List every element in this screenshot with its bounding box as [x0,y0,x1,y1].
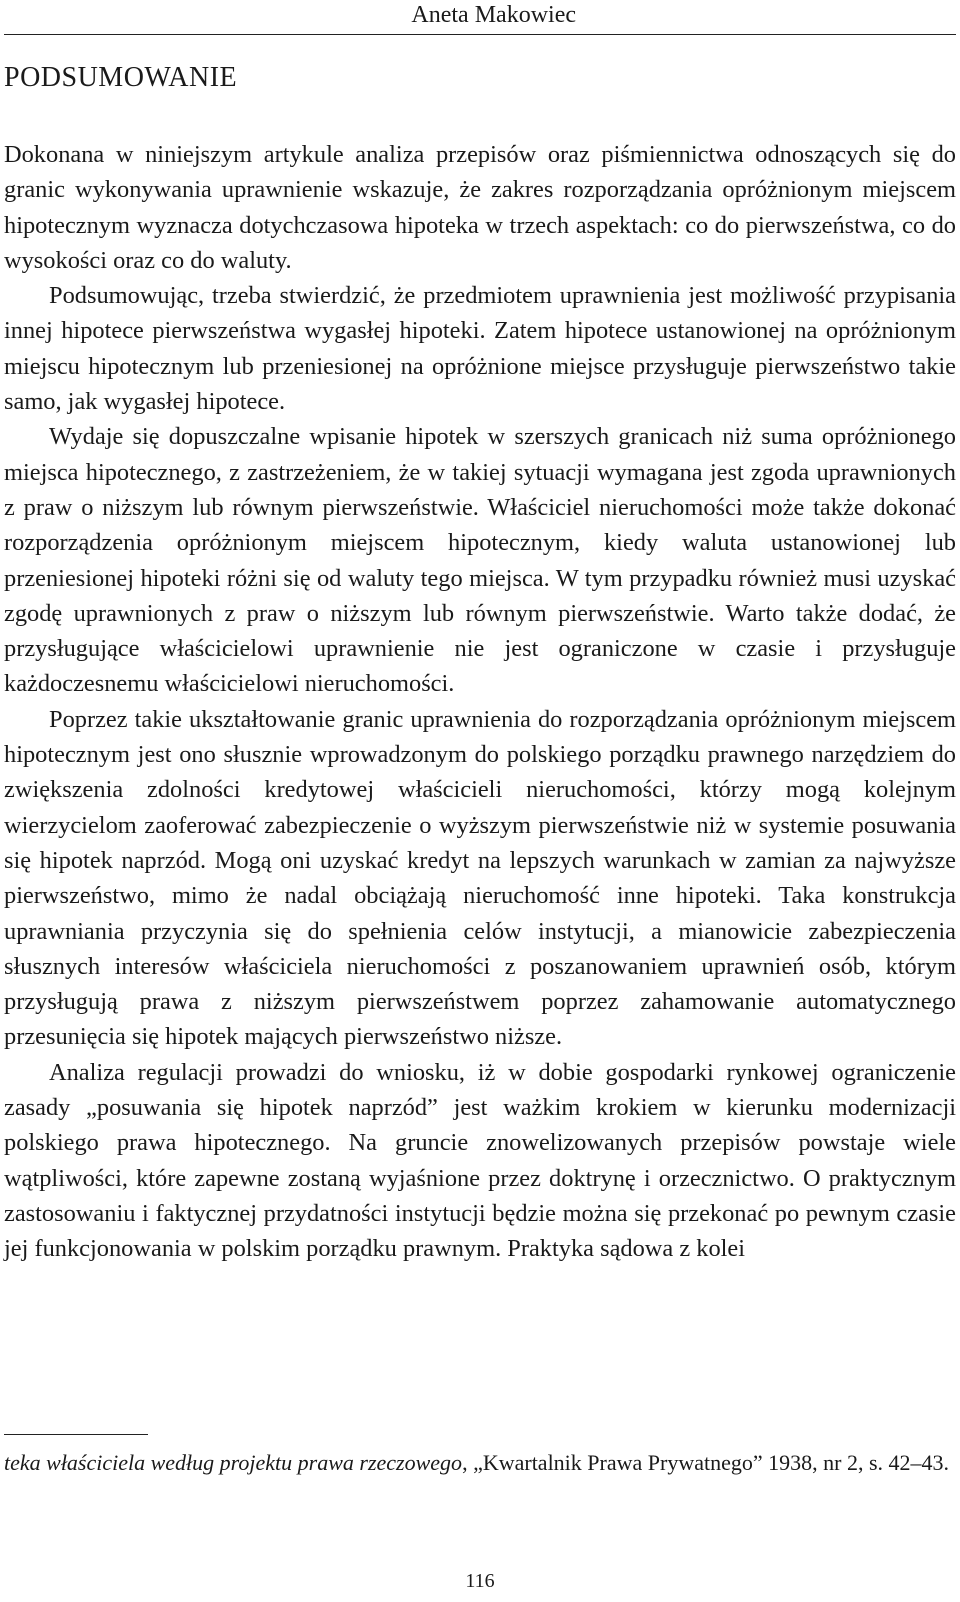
paragraph-1: Dokonana w niniejszym artykule analiza przepisów oraz piśmiennictwa odnoszących się do granic wykonywania uprawnienie wskazuje, że zakres rozporządzania opróżnionym miejscem hipotecznym wyznacza dotychczasowa hipoteka w trzech aspektach: co do pierwszeństwa, co do wysokości oraz co do waluty. [4,141,956,274]
body-text [4,137,956,1267]
footnote [4,1446,956,1480]
paragraph-4: Poprzez takie ukształtowanie granic uprawnienia do rozporządzania opróżnionym miejscem hipotecznym jest ono słusznie wprowadzonym do polskiego porządku prawnego narzędziem do zwiększenia zdolności kredytowej właścicieli nieruchomości, którzy mogą kolejnym wierzycielom zaoferować zabezpieczenie o wyższym pierwszeństwie niż w systemie posuwania się hipotek naprzód. Mogą oni uzyskać kredyt na lepszych warunkach w zamian za najwyższe pierwszeństwo, mimo że nadal obciążają nieruchomość inne hipoteki. Taka konstrukcja uprawniania przyczynia się do spełnienia celów instytucji, a mianowicie zabezpieczenia słusznych interesów właściciela nieruchomości z poszanowaniem uprawnień osób, którym przysługują prawa z niższym pierwszeństwem poprzez zahamowanie automatycznego przesunięcia się hipotek mających pierwszeństwo niższe. [4,705,956,1051]
paragraph-3: Wydaje się dopuszczalne wpisanie hipotek w szerszych granicach niż suma opróżnionego miejsca hipotecznego, z zastrzeżeniem, że w takiej sytuacji wymagana jest zgoda uprawnionych z praw o niższym lub równym pierwszeństwie. Właściciel nieruchomości może także dokonać rozporządzenia opróżnionym miejscem hipotecznym, kiedy waluta ustanowionej lub przeniesionej hipoteki różni się od waluty tego miejsca. W tym przypadku również musi uzyskać zgodę uprawnionych z praw o niższym lub równym pierwszeństwie. Warto także dodać, że przysługujące właścicielowi uprawnienie nie jest ograniczone w czasie i przysługuje każdoczesnemu właścicielowi nieruchomości. [4,423,956,698]
paragraph-5: Analiza regulacji prowadzi do wniosku, iż w dobie gospodarki rynkowej ograniczenie zasady „posuwania się hipotek naprzód” jest ważkim krokiem w kierunku modernizacji polskiego prawa hipotecznego. Na gruncie znowelizowanych przepisów powstaje wiele wątpliwości, które zapewne zostaną wyjaśnione przez doktrynę i orzecznictwo. O praktycznym zastosowaniu i faktycznej przydatności instytucji będzie można się przekonać po pewnym czasie jej funkcjonowania w polskim porządku prawnym. Praktyka sądowa z kolei [4,1058,956,1263]
footnote-rule [4,1434,148,1435]
footnote-title: teka właściciela według projektu prawa rzeczowego [4,1450,463,1475]
footnote-citation: , „Kwartalnik Prawa Prywatnego” 1938, nr 2, s. 42–43. [462,1450,950,1475]
running-header [4,0,956,35]
running-header-author: Aneta Makowiec [411,2,576,28]
page-number: 116 [465,1570,495,1592]
paragraph-2: Podsumowując, trzeba stwierdzić, że przedmiotem uprawnienia jest możliwość przypisania innej hipotece pierwszeństwa wygasłej hipoteki. Zatem hipotece ustanowionej na opróżnionym miejscu hipotecznym lub przeniesionej na opróżnione miejsce przysługuje pierwszeństwo takie samo, jak wygasłej hipotece. [4,282,956,416]
section-title: PODSUMOWANIE [4,62,238,93]
